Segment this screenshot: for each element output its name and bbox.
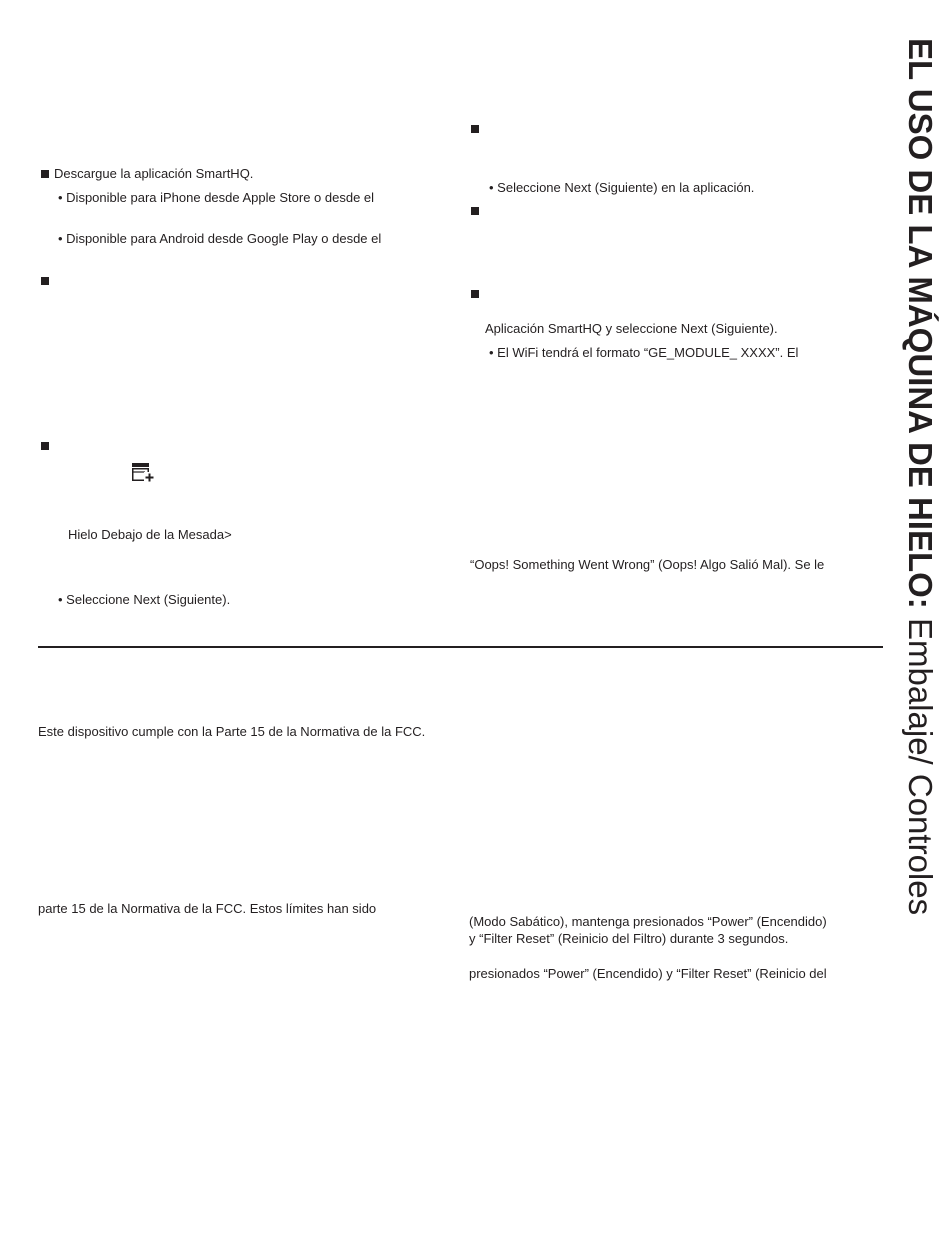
sabbath-mode-line-1: (Modo Sabático), mantenga presionados “Power” (Encendido): [469, 914, 827, 929]
next-app-bullet: • Seleccione Next (Siguiente) en la aplicación.: [489, 180, 755, 195]
sabbath-mode-line-2: y “Filter Reset” (Reinicio del Filtro) durante 3 segundos.: [469, 931, 789, 946]
section-title-light: Embalaje/ Controles: [902, 608, 939, 916]
square-bullet-icon: [41, 170, 49, 178]
sabbath-mode-line-3: presionados “Power” (Encendido) y “Filter Reset” (Reinicio del: [469, 966, 827, 981]
fcc-limits-line: parte 15 de la Normativa de la FCC. Estos límites han sido: [38, 901, 377, 916]
android-bullet: • Disponible para Android desde Google Play o desde el: [58, 231, 382, 246]
square-bullet-icon: [41, 442, 49, 450]
wifi-bullet: • El WiFi tendrá el formato “GE_MODULE_ XXXX”. El: [489, 345, 799, 360]
section-divider: [38, 646, 883, 648]
oops-message-line: “Oops! Something Went Wrong” (Oops! Algo Salió Mal). Se le: [470, 557, 825, 572]
square-bullet-icon: [471, 125, 479, 133]
next-bullet: • Seleccione Next (Siguiente).: [58, 592, 231, 607]
square-bullet-icon: [471, 290, 479, 298]
hielo-selection-line: Hielo Debajo de la Mesada>: [68, 527, 232, 542]
square-bullet-icon: [471, 207, 479, 215]
fcc-compliance-line: Este dispositivo cumple con la Parte 15 de la Normativa de la FCC.: [38, 724, 426, 739]
download-instruction: Descargue la aplicación SmartHQ.: [54, 166, 254, 181]
iphone-bullet: • Disponible para iPhone desde Apple Store o desde el: [58, 190, 375, 205]
page-section-title: [900, 38, 940, 916]
app-next-line: Aplicación SmartHQ y seleccione Next (Siguiente).: [485, 321, 778, 336]
square-bullet-icon: [41, 277, 49, 285]
section-title-bold: EL USO DE LA MÁQUINA DE HIELO:: [902, 38, 939, 609]
add-appliance-icon: [131, 462, 155, 482]
